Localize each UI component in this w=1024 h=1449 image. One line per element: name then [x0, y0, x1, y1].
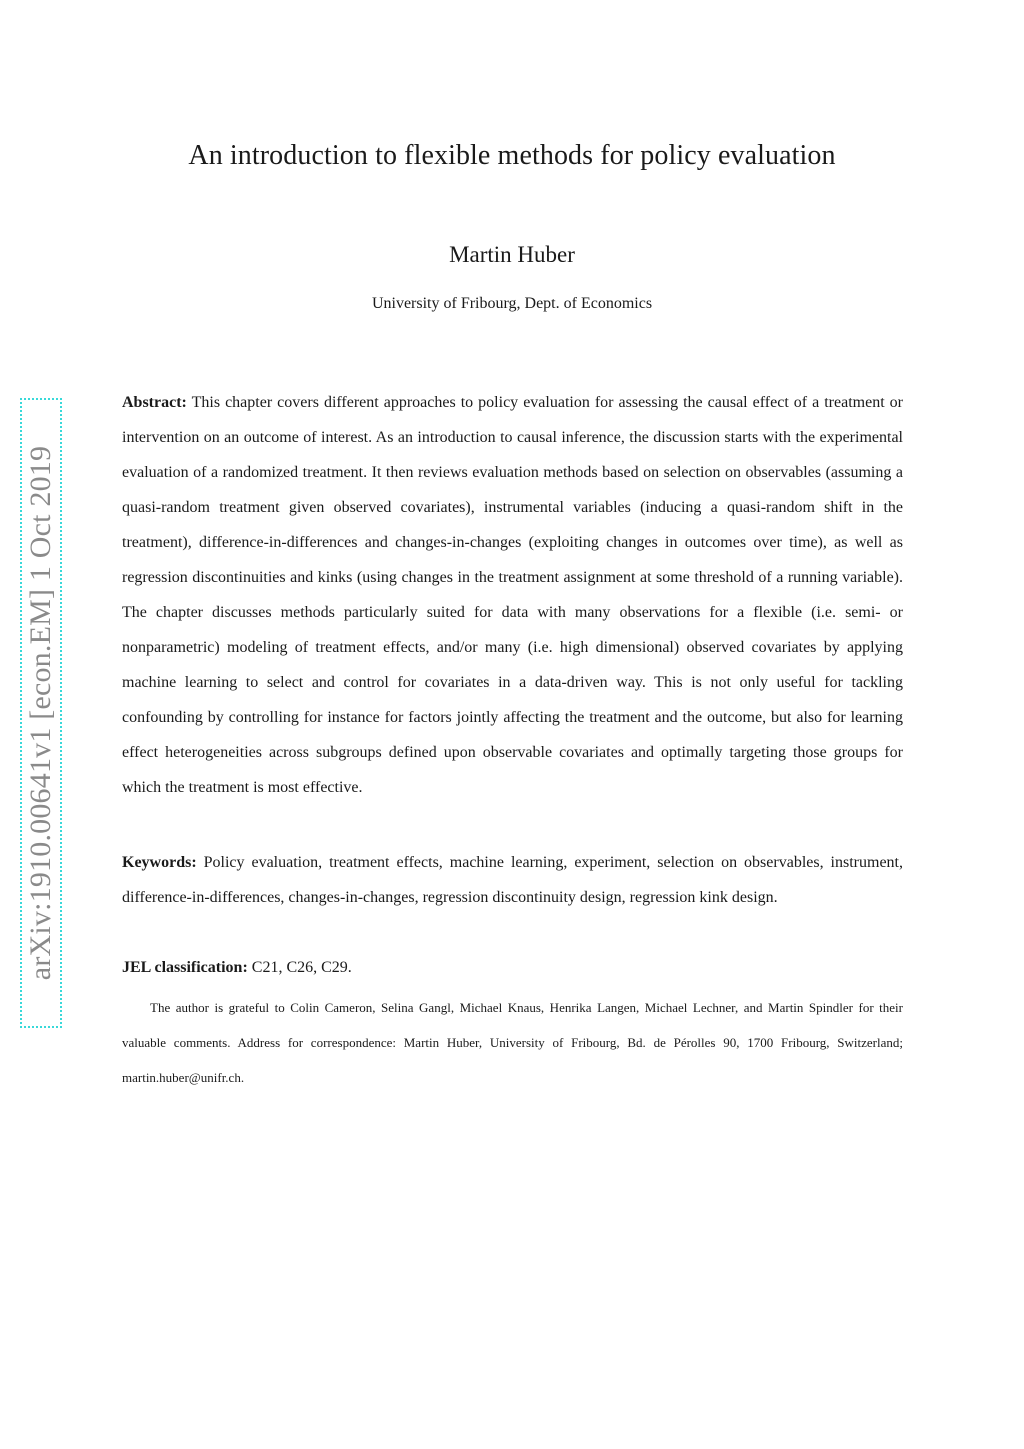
- author-name: Martin Huber: [449, 242, 575, 267]
- keywords-label: Keywords:: [122, 854, 197, 871]
- abstract-text: This chapter covers different approaches to policy evaluation for assessing the causal effect of a treatment or intervention on an outcome of interest. As an introduction to causal inference, the discussion starts with the experimental evaluation of a randomized treatment. It then reviews evaluation methods based on selection on observables (assuming a quasi-random treatment given observed covariates), instrumental variables (inducing a quasi-random shift in the treatment), difference-in-differences and changes-in-changes (exploiting changes in outcomes over time), as well as regression discontinuities and kinks (using changes in the treatment assignment at some threshold of a running variable). The chapter discusses methods particularly suited for data with many observations for a flexible (i.e. semi- or nonparametric) modeling of treatment effects, and/or many (i.e. high dimensional) observed covariates by applying machine learning to select and control for covariates in a data-driven way. This is not only useful for tackling confounding by controlling for instance for factors jointly affecting the treatment and the outcome, but also for learning effect heterogeneities across subgroups defined upon observable covariates and optimally targeting those groups for which the treatment is most effective.: [122, 394, 903, 796]
- keywords-section: [122, 845, 903, 915]
- jel-text: C21, C26, C29.: [251, 959, 352, 976]
- jel-section: [122, 950, 903, 985]
- keywords-text: Policy evaluation, treatment effects, machine learning, experiment, selection on observables, instrument, difference-in-differences, changes-in-changes, regression discontinuity design, regression kink design.: [122, 854, 903, 906]
- abstract-section: [122, 385, 903, 805]
- paper-title: An introduction to flexible methods for policy evaluation: [188, 140, 836, 171]
- arxiv-stamp[interactable]: [20, 398, 62, 1028]
- author-affiliation: University of Fribourg, Dept. of Economics: [371, 295, 653, 312]
- jel-label: JEL classification:: [122, 959, 248, 976]
- abstract-label: Abstract:: [122, 394, 187, 411]
- acknowledgement-footnote: The author is grateful to Colin Cameron, Selina Gangl, Michael Knaus, Henrika Langen, Michael Lechner, and Martin Spindler for their valuable comments. Address for correspondence: Martin Huber, University of Fribourg, Bd. de Pérolles 90, 1700 Fribourg, Switzerland; martin.huber@unifr.ch.: [122, 1000, 903, 1085]
- arxiv-identifier: arXiv:1910.00641v1 [econ.EM] 1 Oct 2019: [24, 445, 57, 981]
